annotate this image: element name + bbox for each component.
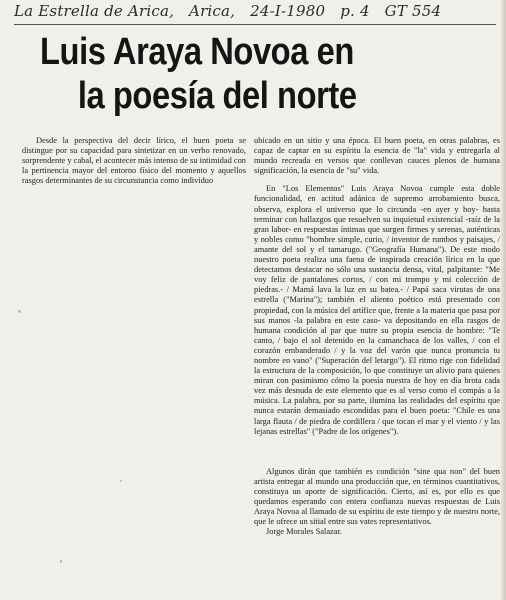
left-column-text: Desde la perspectiva del decir lírico, el buen poeta se distingue por su capacidad para sintetizar en un verbo renovado, sorprendente y cabal, el acontecer más intenso de su intimidad con la pertinencia mayor del entorno físico del momento y aquellos rasgos determinantes de su circunstancia como individuo [22,136,246,186]
annotation-page: p. 4 [340,2,370,20]
clipping-edge [501,0,506,600]
annotation-city: Arica, [189,2,236,20]
paragraph: ubicado en un sitio y una época. El buen poeta, en otras palabras, es capaz de captar en su espíritu la esencia de "la" vida y entregarla al mundo recreada en versos que conllevan cauces plenos de humana significación, la esencia de "su" vida. [254,136,500,176]
article-headline [40,30,480,118]
author-signature: Jorge Morales Salazar. [266,527,342,537]
paragraph: Algunos dirán que también es condición "sine qua non" del buen artista entregar al mundo una producción que, en términos cuantitativos, constituya un aporte de significación. Cierto, así es, por ello es que quedamos esperando con entera confianza nuevas respuestas de Luis Araya Novoa al llamado de su espíritu de este tiempo y de nuestro norte, que le ofrece un sitial entre sus vates representativos. [254,466,500,527]
handwritten-source-annotation [14,2,504,28]
paper-speck [60,560,62,563]
annotation-underline [14,24,496,25]
paper-speck [120,480,122,482]
annotation-source: La Estrella de Arica, [14,2,175,20]
paper-speck [18,310,21,313]
article-column-left [22,136,246,186]
article-column-right [254,136,500,537]
annotation-date: 24-I-1980 [250,2,326,20]
headline-line-2: la poesía del norte [77,75,357,117]
annotation-reference: GT 554 [384,2,442,20]
paragraph: En "Los Elementos" Luis Araya Novoa cumple esta doble funcionalidad, en actitud adánica de supremo arrobamiento busca, observa, explora el universo que lo circunda -en ayer y hoy- hasta terminar con hallazgos que resuelven su inquietud existencial -raíz de la gran labor- en respuestas íntimas que surgen firmes y serenas, auténticas y nobles como "hombre simple, curio, / inventor de rumbos y paisajes, / amante del sol y el tamarugo. ("Geografía Humana"). De este modo nuestro poeta realiza una faena de inspirada creación lírica en la que detectamos destacar no sólo una sustancia densa, vital, palpitante: "Me voy feliz de pantalones cortos, / con mi trompo y mi colección de piedras.- / Mamá lava la luz en su batea.- / Papá saca virutas de una estrella ("Marina"); también el aliento poético está presentado con propiedad, con la música del artífice que, frente a la materia que pasa por sus manos -la palabra en este caso- va depositando en ella rasgos de humana condición al par que nutre su propia esencia de hombre: "Te canto, / bajo el sol detenido en la camanchaca de los valles, / con el corazón embanderado / y la voz del varón que nunca pronuncia tu nombre en vano" ("Superación del letargo"). El ritmo rige con fidelidad la estructura de la composición, lo que constituye un alivio para quienes miran con pasimismo cómo la poesía nuestra de hoy en día brota cada vez más desnuda de este elemento que es al verso como el compás a la música. La palabra, por su parte, ilumina las realidades del espíritu que nunca estarán demasiado escondidas para el buen poeta: "Chile es una larga flauta / de piedra de cordillera / que tocan el mar y el viento / y las lejanas estrellas" ("Padre de los orígenes"). [254,184,500,436]
headline-line-1: Luis Araya Novoa en [40,31,354,73]
